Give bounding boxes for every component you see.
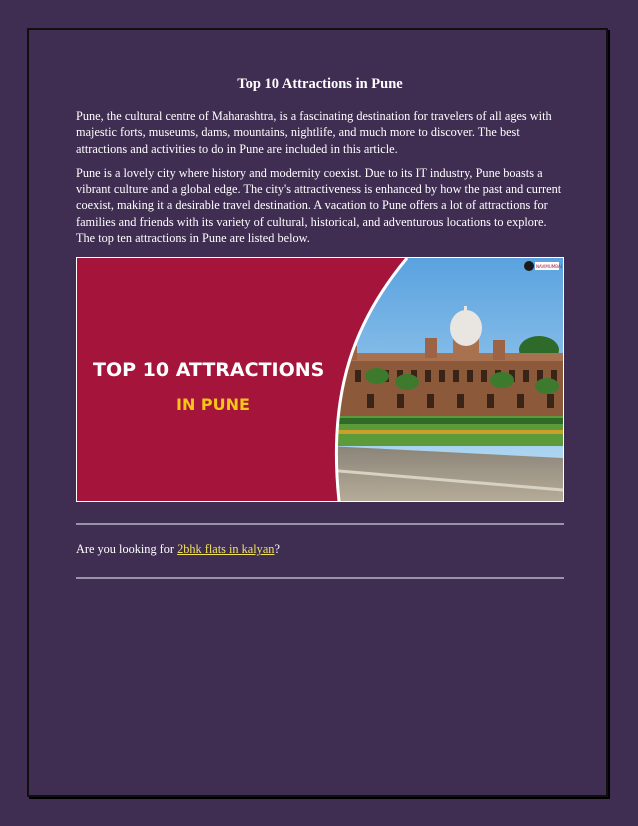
divider-bottom [76, 577, 564, 579]
hero-banner-image [76, 257, 564, 502]
divider-top [76, 523, 564, 525]
banner-headline-line2: IN PUNE [176, 395, 250, 414]
cta-suffix: ? [274, 542, 280, 556]
cta-line [76, 541, 280, 557]
site-logo-text: NAVIMUMBAI [536, 264, 562, 269]
article-title: Top 10 Attractions in Pune [237, 76, 403, 92]
description-paragraph: Pune is a lovely city where history and modernity coexist. Due to its IT industry, Pune boasts a vibrant culture and a global edge. The city's attractiveness is enhanced by how the past and current coexist, making it a desirable travel destination. A vacation to Pune offers a lot of attractions for families and friends with its variety of cultural, historical, and adventurous locations to explore. The top ten attractions in Pune are listed below. [76, 165, 562, 246]
cta-link[interactable]: 2bhk flats in kalyan [177, 542, 275, 556]
intro-paragraph: Pune, the cultural centre of Maharashtra, is a fascinating destination for travelers of all ages with majestic forts, museums, dams, mountains, nightlife, and much more to discover. The best attractions and activities to do in Pune are included in this article. [76, 109, 552, 156]
banner-headline-line1: TOP 10 ATTRACTIONS [93, 359, 325, 381]
article-body [76, 76, 564, 254]
cta-prefix: Are you looking for [76, 542, 178, 556]
